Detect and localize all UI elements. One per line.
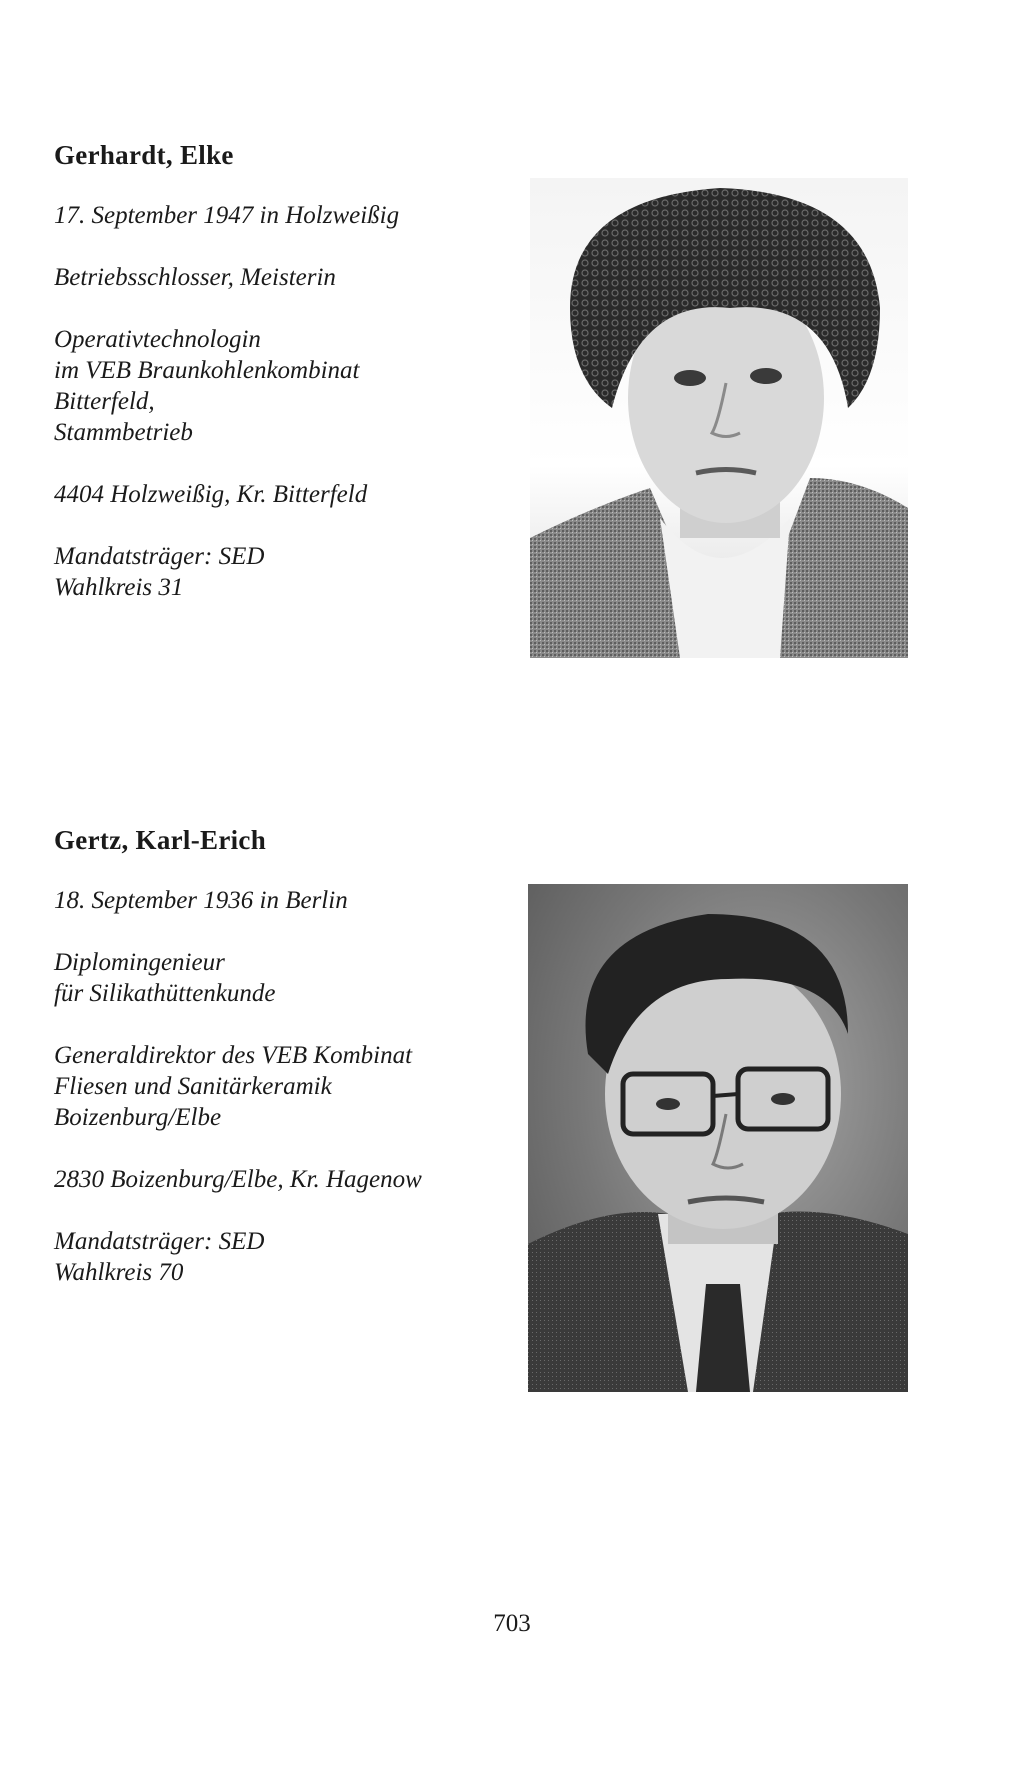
position-block <box>54 324 399 448</box>
birth-text: 18. September 1936 in Berlin <box>54 887 348 914</box>
profession-line: Diplomingenieur <box>54 949 225 976</box>
address-text: 2830 Boizenburg/Elbe, Kr. Hagenow <box>54 1166 422 1193</box>
entry-gertz <box>0 760 1024 1460</box>
portrait-photo <box>528 884 908 1392</box>
position-line: Boizenburg/Elbe <box>54 1104 222 1131</box>
profession-block <box>54 262 399 293</box>
entry-details <box>54 885 422 1288</box>
position-line: Fliesen und Sanitärkeramik <box>54 1073 332 1100</box>
position-line: Stammbetrieb <box>54 419 193 446</box>
mandate-text: Mandatsträger: SED <box>54 1228 265 1255</box>
position-block <box>54 1040 422 1133</box>
mandate-text: Mandatsträger: SED <box>54 543 265 570</box>
address-block <box>54 1164 422 1195</box>
profession-block <box>54 947 422 1009</box>
position-line: im VEB Braunkohlenkombinat <box>54 357 360 384</box>
profession-line: Betriebsschlosser, Meisterin <box>54 264 336 291</box>
constituency-text: Wahlkreis 31 <box>54 574 184 601</box>
entry-name: Gerhardt, Elke <box>54 140 234 170</box>
entry-details <box>54 200 399 603</box>
profession-line: für Silikathüttenkunde <box>54 980 276 1007</box>
birth-block <box>54 200 399 231</box>
address-text: 4404 Holzweißig, Kr. Bitterfeld <box>54 481 368 508</box>
position-line: Generaldirektor des VEB Kombinat <box>54 1042 413 1069</box>
birth-text: 17. September 1947 in Holzweißig <box>54 202 400 229</box>
mandate-block <box>54 1226 422 1288</box>
constituency-text: Wahlkreis 70 <box>54 1259 184 1286</box>
entry-gerhardt <box>0 0 1024 760</box>
portrait-man-image <box>528 884 908 1392</box>
mandate-block <box>54 541 399 603</box>
birth-block <box>54 885 422 916</box>
portrait-photo <box>530 178 908 658</box>
position-line: Operativtechnologin <box>54 326 261 353</box>
address-block <box>54 479 399 510</box>
entry-name: Gertz, Karl-Erich <box>54 825 267 855</box>
position-line: Bitterfeld, <box>54 388 155 415</box>
portrait-woman-image <box>530 178 908 658</box>
page-number: 703 <box>493 1610 531 1637</box>
